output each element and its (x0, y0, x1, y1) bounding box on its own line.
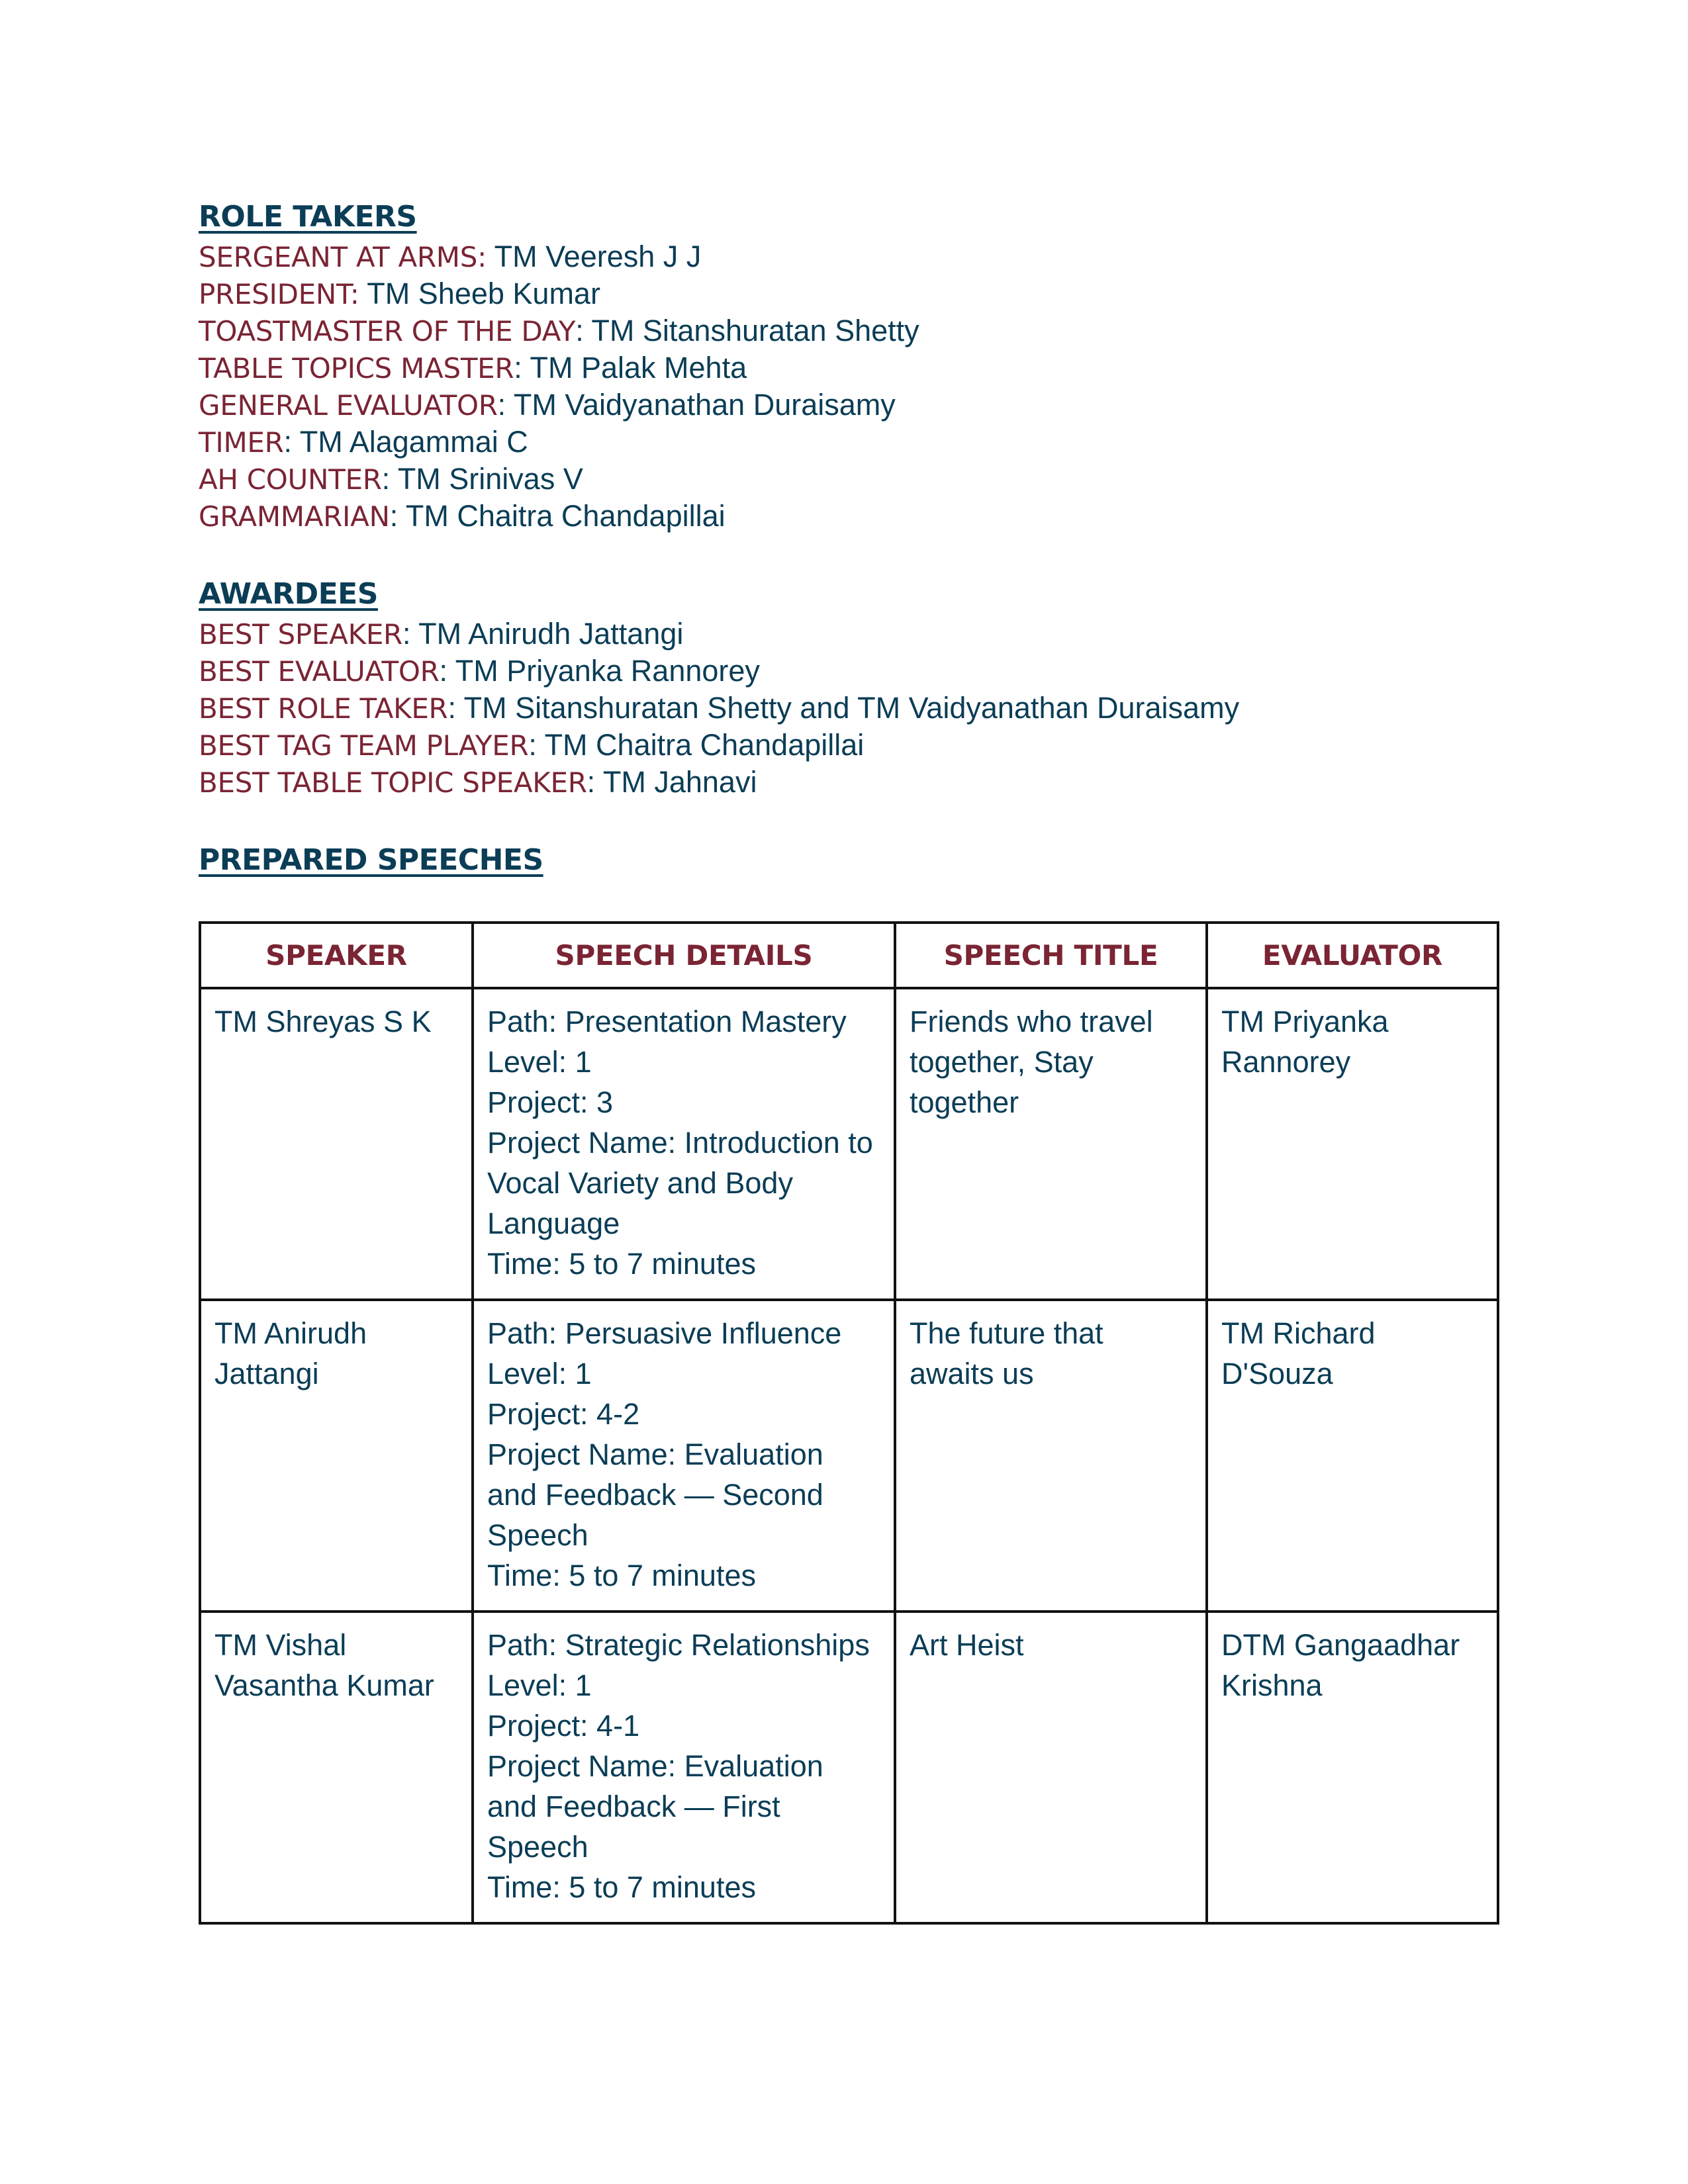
speech-title-cell: The future that awaits us (895, 1300, 1207, 1612)
award-name: TM Anirudh Jattangi (418, 617, 684, 651)
detail-project-name: Project Name: Introduction to Vocal Variety and Body Language (487, 1126, 873, 1240)
role-name: TM Sitanshuratan Shetty (591, 314, 919, 347)
role-name: TM Vaidyanathan Duraisamy (513, 388, 896, 422)
role-label: AH COUNTER (199, 463, 382, 496)
role-name: TM Veeresh J J (494, 240, 702, 273)
speech-title-cell: Art Heist (895, 1612, 1207, 1923)
detail-path: Path: Strategic Relationships (487, 1628, 870, 1662)
detail-level: Level: 1 (487, 1045, 592, 1079)
award-label: BEST SPEAKER (199, 618, 402, 651)
speech-details-cell (473, 988, 895, 1300)
role-row-president (199, 275, 1496, 312)
detail-project: Project: 4-1 (487, 1709, 640, 1743)
award-name: TM Priyanka Rannorey (455, 654, 760, 688)
prepared-speeches-heading: PREPARED SPEECHES (199, 843, 543, 877)
role-label: TABLE TOPICS MASTER (199, 352, 514, 385)
role-label: GENERAL EVALUATOR (199, 389, 498, 422)
award-label: BEST TABLE TOPIC SPEAKER (199, 766, 587, 799)
detail-project: Project: 3 (487, 1085, 614, 1119)
prepared-speeches-table (199, 921, 1499, 1925)
evaluator-cell: TM Priyanka Rannorey (1207, 988, 1498, 1300)
role-name: TM Srinivas V (397, 462, 583, 496)
speaker-cell: TM Shreyas S K (200, 988, 473, 1300)
award-row-best-tag-team-player: BEST TAG TEAM PLAYER: TM Chaitra Chandapillai (199, 728, 865, 762)
detail-path: Path: Persuasive Influence (487, 1316, 842, 1350)
role-name: TM Alagammai C (299, 425, 528, 459)
detail-level: Level: 1 (487, 1668, 592, 1702)
role-takers-heading: ROLE TAKERS (199, 200, 417, 234)
detail-project-name: Project Name: Evaluation and Feedback — Second Speech (487, 1437, 823, 1552)
role-label: GRAMMARIAN (199, 500, 390, 533)
header-speaker: SPEAKER (200, 923, 473, 988)
role-label: TOASTMASTER OF THE DAY (199, 315, 576, 347)
award-name: TM Chaitra Chandapillai (544, 728, 865, 762)
speaker-cell: TM Vishal Vasantha Kumar (200, 1612, 473, 1923)
table-row (200, 1300, 1498, 1612)
role-takers-list (199, 238, 1496, 535)
award-name: TM Jahnavi (602, 765, 757, 799)
header-speech-title: SPEECH TITLE (895, 923, 1207, 988)
speech-title-cell: Friends who travel together, Stay together (895, 988, 1207, 1300)
award-label: BEST ROLE TAKER (199, 692, 448, 725)
speaker-cell: TM Anirudh Jattangi (200, 1300, 473, 1612)
detail-project: Project: 4-2 (487, 1397, 640, 1431)
award-row-best-evaluator: BEST EVALUATOR: TM Priyanka Rannorey (199, 654, 760, 688)
role-row-sergeant-at-arms (199, 238, 1496, 275)
award-row-best-table-topic-speaker: BEST TABLE TOPIC SPEAKER: TM Jahnavi (199, 765, 757, 799)
evaluator-cell: DTM Gangaadhar Krishna (1207, 1612, 1498, 1923)
table-header-row (200, 923, 1498, 988)
evaluator-cell: TM Richard D'Souza (1207, 1300, 1498, 1612)
detail-path: Path: Presentation Mastery (487, 1005, 847, 1038)
award-name: TM Sitanshuratan Shetty and TM Vaidyanathan Duraisamy (463, 691, 1240, 725)
detail-time: Time: 5 to 7 minutes (487, 1870, 756, 1904)
detail-time: Time: 5 to 7 minutes (487, 1559, 756, 1592)
role-row-grammarian: GRAMMARIAN: TM Chaitra Chandapillai (199, 499, 726, 533)
detail-time: Time: 5 to 7 minutes (487, 1247, 756, 1281)
award-row-best-role-taker: BEST ROLE TAKER: TM Sitanshuratan Shetty and TM Vaidyanathan Duraisamy (199, 691, 1240, 725)
awardees-list (199, 615, 1496, 801)
award-row-best-speaker: BEST SPEAKER: TM Anirudh Jattangi (199, 617, 684, 651)
speech-details-cell (473, 1612, 895, 1923)
header-speech-details: SPEECH DETAILS (473, 923, 895, 988)
role-label: TIMER (199, 426, 284, 459)
detail-project-name: Project Name: Evaluation and Feedback — First Speech (487, 1749, 823, 1864)
role-name: TM Sheeb Kumar (367, 277, 600, 310)
award-label: BEST EVALUATOR (199, 655, 440, 688)
role-label: PRESIDENT: (199, 278, 359, 310)
role-row-toastmaster: TOASTMASTER OF THE DAY: TM Sitanshuratan Shetty (199, 314, 919, 347)
role-row-general-evaluator: GENERAL EVALUATOR: TM Vaidyanathan Duraisamy (199, 388, 896, 422)
table-row (200, 1612, 1498, 1923)
speech-details-cell (473, 1300, 895, 1612)
award-label: BEST TAG TEAM PLAYER (199, 729, 529, 762)
role-label: SERGEANT AT ARMS: (199, 241, 487, 273)
document-page (199, 196, 1496, 1925)
role-name: TM Palak Mehta (530, 351, 747, 385)
header-evaluator: EVALUATOR (1207, 923, 1498, 988)
role-row-timer: TIMER: TM Alagammai C (199, 425, 528, 459)
detail-level: Level: 1 (487, 1357, 592, 1390)
awardees-heading: AWARDEES (199, 577, 378, 611)
role-row-table-topics-master: TABLE TOPICS MASTER: TM Palak Mehta (199, 351, 747, 385)
role-row-ah-counter: AH COUNTER: TM Srinivas V (199, 462, 583, 496)
role-name: TM Chaitra Chandapillai (405, 499, 726, 533)
table-row (200, 988, 1498, 1300)
